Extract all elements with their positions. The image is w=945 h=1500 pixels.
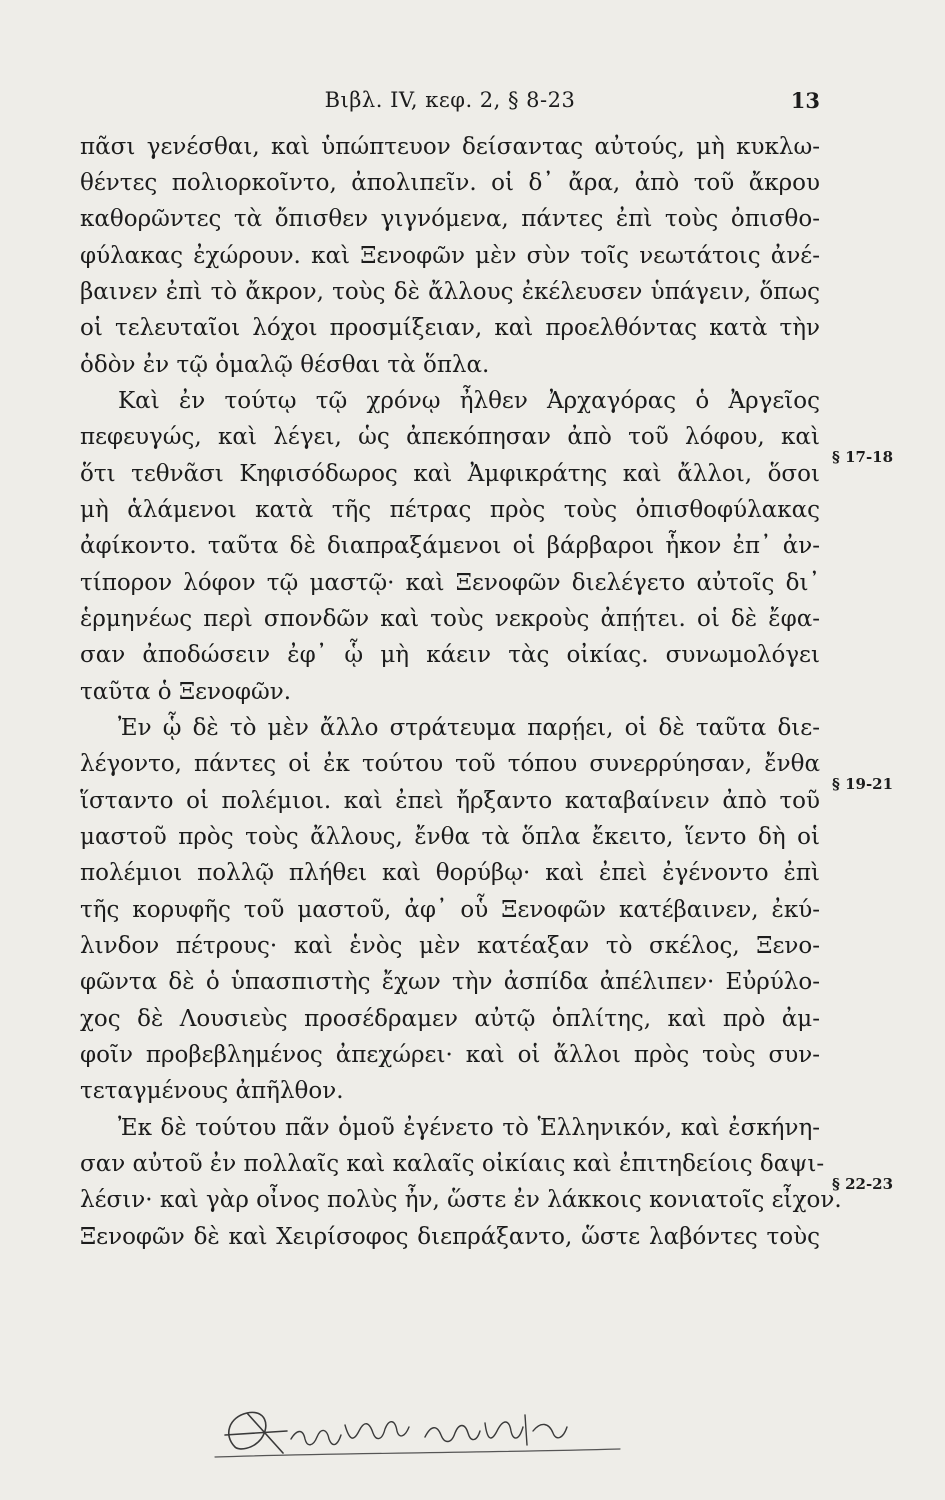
paragraph-start-line: Καὶ ἐν τούτῳ τῷ χρόνῳ ἦλθεν Ἀρχαγόρας ὁ Ἀργεῖος	[118, 388, 820, 414]
text-line: σαν αὐτοῦ ἐν πολλαῖς καὶ καλαῖς οἰκίαις καὶ ἐπιτηδείοις δαψι-	[80, 1151, 825, 1177]
text-line: χος δὲ Λουσιεὺς προσέδραμεν αὐτῷ ὁπλίτης, καὶ πρὸ ἀμ-	[80, 1006, 820, 1032]
text-line: φύλακας ἐχώρουν. καὶ Ξενοφῶν μὲν σὺν τοῖς νεωτάτοις ἀνέ-	[80, 243, 820, 269]
text-line: οἱ τελευταῖοι λόχοι προσμίξειαν, καὶ προελθόντας κατὰ τὴν	[80, 315, 820, 341]
text-line: τῆς κορυφῆς τοῦ μαστοῦ, ἀφ᾽ οὗ Ξενοφῶν κατέβαινεν, ἐκύ-	[80, 897, 820, 923]
text-line: ὅτι τεθνᾶσι Κηφισόδωρος καὶ Ἀμφικράτης καὶ ἄλλοι, ὅσοι	[80, 461, 820, 487]
text-line: καθορῶντες τὰ ὄπισθεν γιγνόμενα, πάντες ἐπὶ τοὺς ὀπισθο-	[80, 206, 820, 232]
page-header	[80, 88, 820, 122]
text-line: λέγοντο, πάντες οἱ ἐκ τούτου τοῦ τόπου συνερρύησαν, ἔνθα	[80, 751, 820, 777]
text-line: σαν ἀποδώσειν ἐφ᾽ ᾧ μὴ κάειν τὰς οἰκίας. συνωμολόγει	[80, 642, 820, 668]
text-line: ἑρμηνέως περὶ σπονδῶν καὶ τοὺς νεκροὺς ἀπῄτει. οἱ δὲ ἔφα-	[80, 606, 820, 632]
page-number: 13	[790, 88, 820, 113]
text-line: μὴ ἁλάμενοι κατὰ τῆς πέτρας πρὸς τοὺς ὀπισθοφύλακας	[80, 497, 820, 523]
text-line: πολέμιοι πολλῷ πλήθει καὶ θορύβῳ· καὶ ἐπεὶ ἐγένοντο ἐπὶ	[80, 860, 820, 886]
text-line: ταῦτα ὁ Ξενοφῶν.	[80, 679, 292, 705]
handwritten-signature	[195, 1395, 635, 1465]
text-line: ὁδὸν ἐν τῷ ὁμαλῷ θέσθαι τὰ ὅπλα.	[80, 352, 490, 378]
margin-note: § 17-18	[832, 448, 894, 466]
text-line: βαινεν ἐπὶ τὸ ἄκρον, τοὺς δὲ ἄλλους ἐκέλευσεν ὑπάγειν, ὅπως	[80, 279, 820, 305]
text-line: φῶντα δὲ ὁ ὑπασπιστὴς ἔχων τὴν ἀσπίδα ἀπέλιπεν· Εὐρύλο-	[80, 969, 820, 995]
text-line: φοῖν προβεβλημένος ἀπεχώρει· καὶ οἱ ἄλλοι πρὸς τοὺς συν-	[80, 1042, 820, 1068]
text-line: ἀφίκοντο. ταῦτα δὲ διαπραξάμενοι οἱ βάρβαροι ἧκον ἐπ᾽ ἀν-	[80, 533, 820, 559]
text-line: τεταγμένους ἀπῆλθον.	[80, 1078, 344, 1104]
margin-note: § 19-21	[832, 775, 894, 793]
text-line: λέσιν· καὶ γὰρ οἶνος πολὺς ἦν, ὥστε ἐν λάκκοις κονιατοῖς εἶχον.	[80, 1187, 842, 1213]
text-line: θέντες πολιορκοῖντο, ἀπολιπεῖν. οἱ δ᾽ ἄρα, ἀπὸ τοῦ ἄκρου	[80, 170, 820, 196]
paragraph-start-line: Ἐκ δὲ τούτου πᾶν ὁμοῦ ἐγένετο τὸ Ἑλληνικόν, καὶ ἐσκήνη-	[118, 1115, 820, 1141]
text-line: μαστοῦ πρὸς τοὺς ἄλλους, ἔνθα τὰ ὅπλα ἔκειτο, ἵεντο δὴ οἱ	[80, 824, 820, 850]
text-line: ἵσταντο οἱ πολέμιοι. καὶ ἐπεὶ ἤρξαντο καταβαίνειν ἀπὸ τοῦ	[80, 788, 820, 814]
text-line: Ξενοφῶν δὲ καὶ Χειρίσοφος διεπράξαντο, ὥστε λαβόντες τοὺς	[80, 1224, 820, 1250]
paragraph-start-line: Ἐν ᾧ δὲ τὸ μὲν ἄλλο στράτευμα παρῄει, οἱ δὲ ταῦτα διε-	[118, 715, 820, 741]
text-line: λινδον πέτρους· καὶ ἑνὸς μὲν κατέαξαν τὸ σκέλος, Ξενο-	[80, 933, 820, 959]
running-head: Βιβλ. IV, κεφ. 2, § 8-23	[324, 88, 576, 112]
text-line: πᾶσι γενέσθαι, καὶ ὑπώπτευον δείσαντας αὐτούς, μὴ κυκλω-	[80, 134, 820, 160]
text-line: τίπορον λόφον τῷ μαστῷ· καὶ Ξενοφῶν διελέγετο αὐτοῖς δι᾽	[80, 570, 820, 596]
text-line: πεφευγώς, καὶ λέγει, ὡς ἀπεκόπησαν ἀπὸ τοῦ λόφου, καὶ	[80, 424, 820, 450]
margin-note: § 22-23	[832, 1175, 894, 1193]
